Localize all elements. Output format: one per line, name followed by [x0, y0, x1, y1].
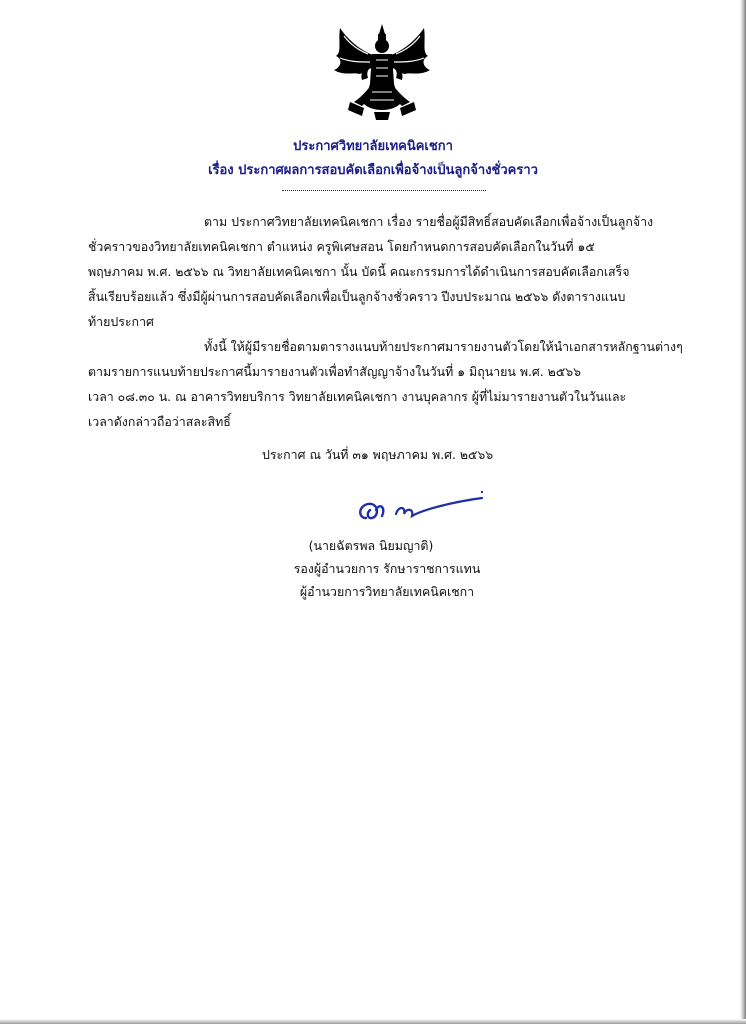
announcement-date: ประกาศ ณ วันที่ ๓๑ พฤษภาคม พ.ศ. ๒๕๖๖	[262, 447, 494, 462]
title-divider	[282, 190, 486, 191]
paragraph-line: ชั่วคราวของวิทยาลัยเทคนิคเชกา ตำแหน่ง ครูพิเศษสอน โดยกำหนดการสอบคัดเลือกในวันที่ ๑๕	[88, 239, 595, 254]
document-title: ประกาศวิทยาลัยเทคนิคเชกา	[293, 139, 453, 154]
paragraph-line: เวลา ๐๘.๓๐ น. ณ อาคารวิทยบริการ วิทยาลัยเทคนิคเชกา งานบุคลากร ผู้ที่ไม่มารายงานตัวในวันและ	[88, 389, 627, 404]
scan-edge-shadow	[0, 1019, 746, 1024]
paragraph-2	[88, 334, 683, 434]
paragraph-line: ตาม ประกาศวิทยาลัยเทคนิคเชกา เรื่อง รายชื่อผู้มีสิทธิ์สอบคัดเลือกเพื่อจ้างเป็นลูกจ้าง	[204, 214, 654, 229]
scan-edge-shadow	[740, 0, 746, 1024]
handwritten-signature	[352, 488, 492, 528]
paragraph-line: ท้ายประกาศ	[88, 314, 154, 329]
signatory-position: รองผู้อำนวยการ รักษาราชการแทน	[293, 561, 481, 576]
signatory-name: (นายฉัตรพล นิยมญาติ)	[308, 538, 434, 553]
paragraph-1	[88, 209, 670, 334]
paragraph-line: ตามรายการแนบท้ายประกาศนี้มารายงานตัวเพื่อทำสัญญาจ้างในวันที่ ๑ มิถุนายน พ.ศ. ๒๕๖๖	[88, 364, 581, 379]
document-subject: เรื่อง ประกาศผลการสอบคัดเลือกเพื่อจ้างเป็นลูกจ้างชั่วคราว	[208, 163, 538, 178]
paragraph-line: พฤษภาคม พ.ศ. ๒๕๖๖ ณ วิทยาลัยเทคนิคเชกา นั้น บัดนี้ คณะกรรมการได้ดำเนินการสอบคัดเลือกเสร็จ	[88, 264, 630, 279]
garuda-emblem-icon	[326, 22, 438, 122]
signatory-office: ผู้อำนวยการวิทยาลัยเทคนิคเชกา	[299, 584, 475, 599]
paragraph-line: สิ้นเรียบร้อยแล้ว ซึ่งมีผู้ผ่านการสอบคัดเลือกเพื่อเป็นลูกจ้างชั่วคราว ปีงบประมาณ ๒๕๖๖ ดังตารางแนบ	[88, 289, 626, 304]
paragraph-line: เวลาดังกล่าวถือว่าสละสิทธิ์	[88, 414, 231, 429]
paragraph-line: ทั้งนี้ ให้ผู้มีรายชื่อตามตารางแนบท้ายประกาศมารายงานตัวโดยให้นำเอกสารหลักฐานต่างๆ	[204, 339, 683, 354]
